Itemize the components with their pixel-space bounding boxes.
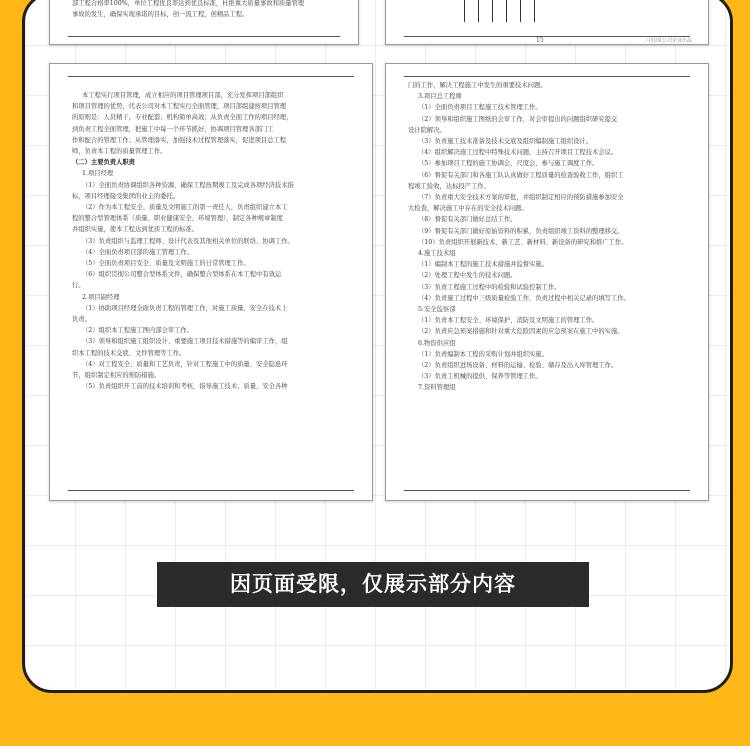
text-line: （2）领导和组织施工图纸的会审工作，对会审提出的问题组织研究提交 — [418, 115, 618, 123]
text-line: （9）督促有关部门做好原始资料的积累，负责组织竣工资料的整理移交。 — [418, 227, 624, 235]
text-line: 节，组织制定相应的预防措施。 — [72, 372, 161, 380]
document-page-left — [49, 63, 373, 501]
section-heading: （二）主要负责人职责 — [72, 159, 135, 167]
page-text-block — [72, 90, 356, 392]
text-line: 部工程合格率100%，单位工程优良率达到优良标准，杜绝重大质量事故和质量管理 — [72, 0, 305, 7]
text-line: （4）对工程安全、质量和工艺负责，针对工程施工中的质量、安全隐患环 — [82, 360, 288, 368]
text-line: 7.资料管理组 — [418, 384, 456, 392]
text-line: （4）全面负责项目部的施工管理工作。 — [82, 248, 194, 256]
document-page-top-left — [49, 0, 359, 45]
text-line: （1）编制本工程的施工技术措施并监督实施。 — [418, 261, 548, 269]
text-line: （5）负责组织开工前的技术培训和考核，指导施工技术、质量、安全各种 — [82, 383, 288, 391]
page-text-block — [408, 80, 692, 394]
text-line: 并组织实施，使本工程达到优质工程的标准。 — [72, 226, 198, 234]
text-line: 1.项目经理 — [82, 170, 114, 178]
text-line: （3）负责工程施工过程中的检验和试验控制工作。 — [418, 283, 561, 291]
text-line: 的原则是：人员精干，专业配套；机构简单高效；从负责全面工作的项目经理， — [72, 114, 293, 122]
text-line: 负责。 — [72, 316, 91, 324]
text-line: 到负责工程全面管理，把施工中每一个环节抓好，协调项目管理各部门工 — [72, 125, 274, 133]
text-line: 程竣工验收，达标投产工作。 — [408, 182, 490, 190]
text-line: 2.项目副经理 — [82, 293, 120, 301]
document-page-right — [385, 63, 709, 501]
preview-limit-banner: 因页面受限，仅展示部分内容 — [157, 562, 589, 607]
text-line: （2）负责应急预案措施和针对重大危险因素的应急预案在施工中的实施。 — [418, 328, 624, 336]
text-line: （3）负责组织与监理工程师、设计代表及其他相关单位的联络、协调工作。 — [82, 237, 294, 245]
text-line: （1）负责本工程安全、环境保护、消防及文明施工的管理工作。 — [418, 317, 599, 325]
text-line: 师，负责本工程的质量管理工作。 — [72, 148, 167, 156]
text-line: 本工程实行项目管理，成立相应的项目管理项目部，充分发挥项目部组织 — [82, 92, 284, 99]
text-line: 3.项目总工程师 — [418, 93, 462, 101]
page-footer-rule — [404, 490, 690, 491]
table-column-lines — [464, 0, 548, 22]
text-line: （5）参加项目工程的施工协调会，尺度会，参与施工调度工作。 — [418, 160, 599, 168]
text-line: （7）负责重大安全技术方案的审批，并组织制定相应的预防措施参加安全 — [418, 194, 624, 202]
text-line: （5）全面负责项目安全、质量及文明施工的日常管理工作。 — [82, 260, 250, 268]
text-line: （2）处理工程中发生的技术问题。 — [418, 272, 517, 280]
text-line: （4）组织解决施工过程中特殊技术问题，主持召开项目工程技术会议。 — [418, 149, 618, 157]
text-line: （3）领导和组织施工组织设计、重要施工项目技术措施等的编审工作，组 — [82, 338, 288, 346]
text-line: 5.安全监察部 — [418, 306, 456, 314]
text-line: （1）协助项目经理全面负责工程的管理工作，对施工质量、安全在技术上 — [82, 304, 288, 312]
page-text-block — [72, 0, 342, 20]
page-footer-rule — [68, 490, 354, 491]
text-line: （1）全面负责协调组织各种资源，确保工程按期竣工及完成各项经济技术指 — [82, 181, 294, 189]
page-footer-rule — [68, 36, 340, 37]
text-line: （10）负责组织开展新技术、新工艺、新材料、新设备的研究和推广工作。 — [418, 238, 628, 246]
text-line: 大检查，解决施工中存在的安全技术问题。 — [408, 205, 528, 213]
text-line: （3）负责施工技术准备及技术交底及组织编制施工组织设计。 — [418, 138, 593, 146]
text-line: 设计院解决。 — [408, 126, 446, 134]
text-line: 标，项目经理接受集团的业主的委托。 — [72, 192, 180, 200]
text-line: （8）督促有关部门做好总结工作。 — [418, 216, 517, 224]
text-line: 作和配合的管理工作；从管理落实，加强技术过程管理落实，促进项目总工程 — [72, 136, 287, 144]
text-line: （6）组织贯彻公司整合型体系文件，确保整合型体系在本工程中有效运 — [82, 271, 282, 279]
text-line: （2）作为本工程安全、质量及文明施工的第一责任人，负责组织建立本工 — [82, 204, 288, 212]
text-line: 织本工程的技术交底、文件管理等工作。 — [72, 349, 186, 357]
text-line: 6.物资供应组 — [418, 339, 456, 347]
page-header-rule — [404, 76, 690, 77]
text-line: （2）组织本工程施工图内部会审工作。 — [82, 327, 194, 335]
page-header-rule — [68, 76, 354, 77]
text-line: （6）督促有关部门和各施工队认真做好工程质量的检查验收工作，组织工 — [418, 171, 624, 179]
text-line: （2）负责组织进场设备、材料的运输、检验、储存及出入库管理工作。 — [418, 362, 618, 370]
document-page-top-right — [385, 0, 709, 45]
text-line: 程的整合型管理体系（质量、职业健康安全、环境管理），制定各种规章制度 — [72, 215, 283, 223]
text-line: 和项目管理的优势，代表公司对本工程实行全面管理，项目部组建按项目管理 — [72, 103, 287, 111]
page-footer-label: 中国某公司企业出品 — [646, 38, 692, 44]
text-line: 事故的发生，确保实现承诺的目标，创一流工程、创精品工程。 — [72, 11, 249, 19]
page-number: 15 — [536, 37, 544, 44]
text-line: 4.施工技术组 — [418, 250, 456, 258]
text-line: 行。 — [72, 282, 85, 290]
text-line: （1）负责编制本工程的采购计划并组织实施。 — [418, 350, 548, 358]
text-line: （4）负责施工过程中三级质量检验工作，负责过程中相关记录的填写工作。 — [418, 294, 630, 302]
text-line: （3）负责工机械的提供、保养等管理工作。 — [418, 373, 542, 381]
text-line: 门的工作，解决工程施工中发生的重要技术问题。 — [408, 82, 547, 89]
text-line: （1）全面负责项目工程施工技术管理工作。 — [418, 104, 542, 112]
